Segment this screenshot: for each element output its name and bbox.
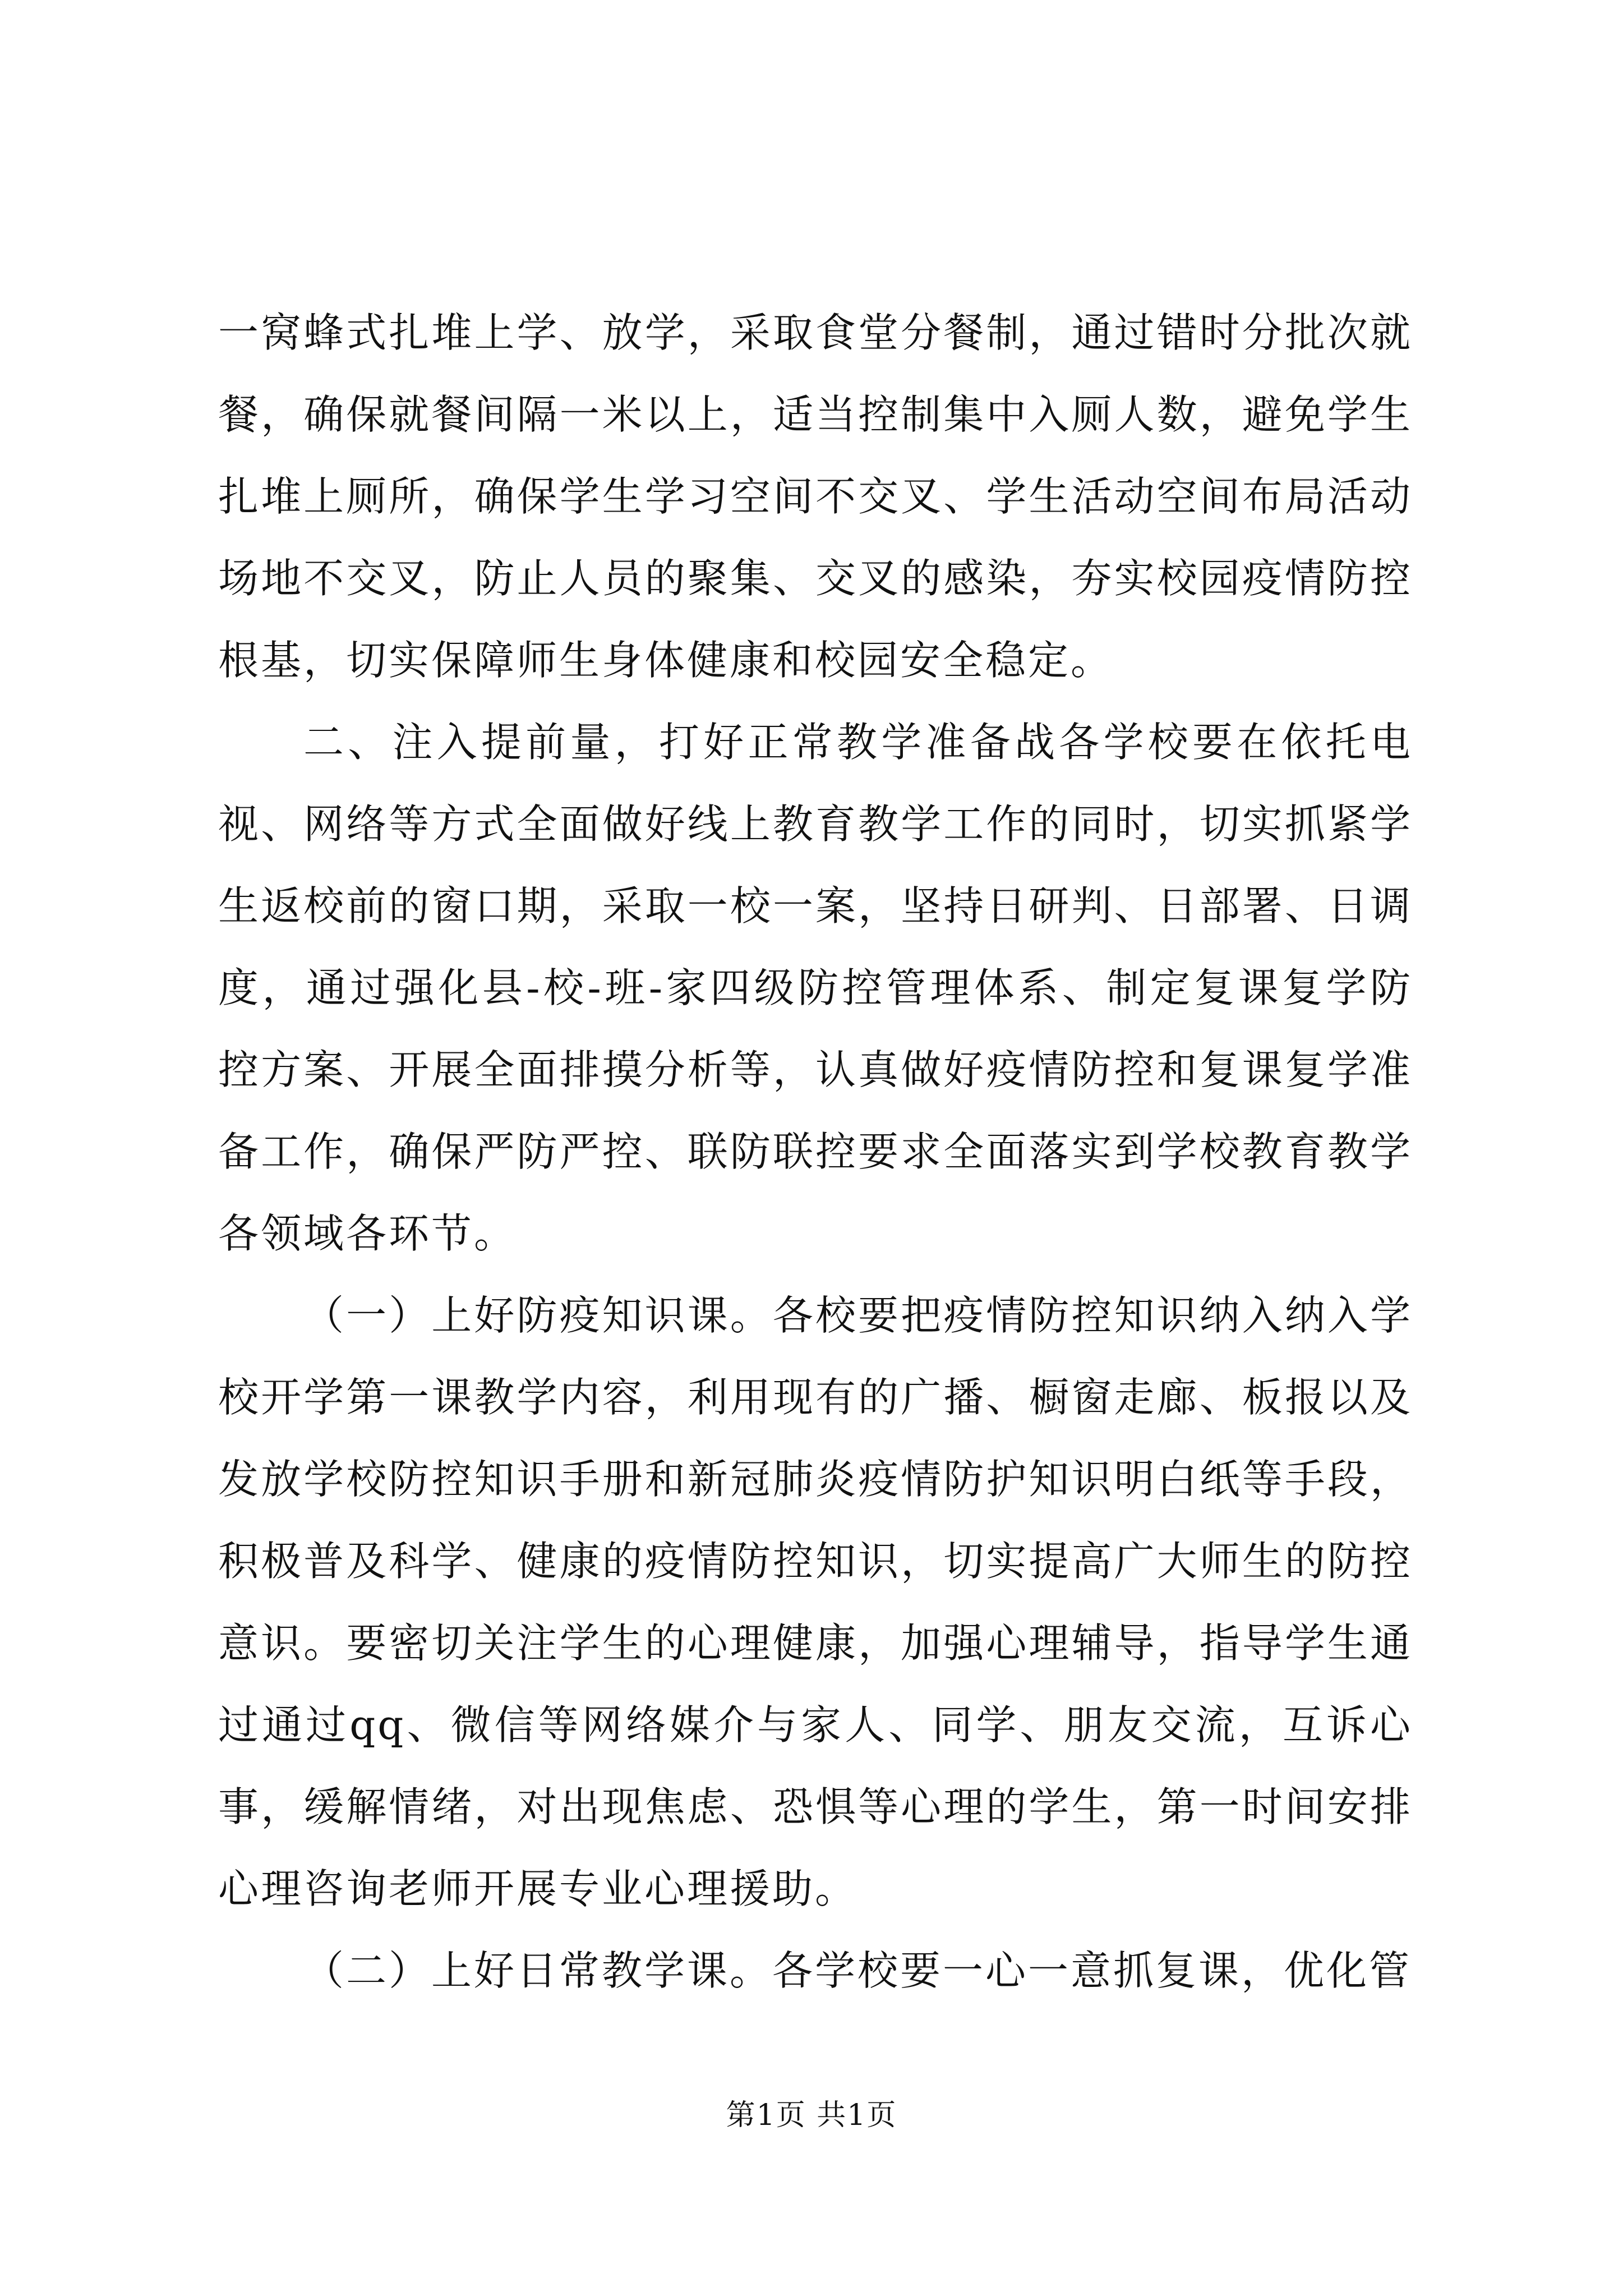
page-footer: 第1页 共1页 (726, 2099, 897, 2132)
paragraph-4: （二）上好日常教学课。各学校要一心一意抓复课，优化管 (303, 1947, 1412, 1994)
paragraph-1: 一窝蜂式扎堆上学、放学，采取食堂分餐制，通过错时分批次就餐，确保就餐间隔一米以上，适当控制集中入厕人数，避免学生扎堆上厕所，确保学生学习空间不交叉、学生活动空间布局活动场地不交叉，防止人员的聚集、交叉的感染，夯实校园疫情防控根基，切实保障师生身体健康和校园安全稳定。 (218, 309, 1413, 684)
document-body (218, 292, 1413, 2012)
paragraph-2: 二、注入提前量，打好正常教学准备战各学校要在依托电视、网络等方式全面做好线上教育教学工作的同时，切实抓紧学生返校前的窗口期，采取一校一案，坚持日研判、日部署、日调度，通过强化县-校-班-家四级防控管理体系、制定复课复学防控方案、开展全面排摸分析等，认真做好疫情防控和复课复学准备工作，确保严防严控、联防联控要求全面落实到学校教育教学各领域各环节。 (218, 719, 1413, 1257)
paragraph-3: （一）上好防疫知识课。各校要把疫情防控知识纳入纳入学校开学第一课教学内容，利用现有的广播、橱窗走廊、板报以及发放学校防控知识手册和新冠肺炎疫情防护知识明白纸等手段，积极普及科学、健康的疫情防控知识，切实提高广大师生的防控意识。要密切关注学生的心理健康，加强心理辅导，指导学生通过通过qq、微信等网络媒介与家人、同学、朋友交流，互诉心事，缓解情绪，对出现焦虑、恐惧等心理的学生，第一时间安排心理咨询老师开展专业心理援助。 (218, 1292, 1413, 1912)
